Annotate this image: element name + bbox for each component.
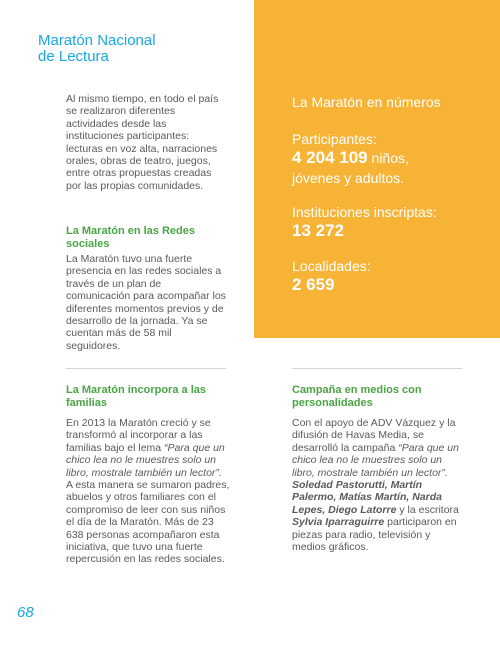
divider-right: [292, 368, 462, 369]
intro-paragraph: Al mismo tiempo, en todo el país se realizaron diferentes actividades desde las instituciones participantes: lecturas en voz alta, narraciones orales, obras de teatro, juegos, entre otras propuestas creadas por las propias comunidades.: [66, 93, 219, 192]
divider-left: [66, 368, 226, 369]
campaign-paragraph: [292, 417, 464, 553]
participants-rest: niños,: [367, 150, 409, 166]
families-text-1: En 2013 la Maratón creció y se transformó al incorporar a las familias bajo el lema: [66, 417, 211, 454]
localities-stat: [292, 258, 492, 295]
participants-stat: [292, 131, 492, 188]
social-heading: La Maratón en las Redes sociales: [66, 225, 195, 250]
campaign-heading: Campaña en medios con personalidades: [292, 384, 422, 409]
institutions-value: 13 272: [292, 221, 344, 240]
section-title: Maratón Nacional de Lectura: [38, 32, 156, 65]
campaign-writer: Sylvia Iparraguirre: [292, 516, 385, 529]
institutions-stat: [292, 204, 492, 241]
families-paragraph: [66, 417, 230, 566]
stats-title: La Maratón en números: [292, 94, 441, 110]
families-heading: La Maratón incorpora a las familias: [66, 384, 206, 409]
campaign-text-2: y la escritora: [396, 503, 459, 516]
stats-box: [254, 0, 500, 338]
campaign-quote: “Para que un chico lea no le muestres solo un libro, mostrale también un lector”.: [292, 441, 459, 479]
campaign-text-3: participaron en piezas para radio, televisión y medios gráficos.: [292, 516, 457, 554]
localities-value: 2 659: [292, 275, 335, 294]
families-text-2: A esta manera se sumaron padres, abuelos y otros familiares con el compromiso de leer con sus niños el día de la Maratón. Más de 23 638 personas acompañaron esta iniciativa, que tuvo una fuerte repercusión en las redes sociales.: [66, 479, 230, 566]
institutions-label: Instituciones inscriptas:: [292, 204, 437, 220]
participants-rest-2: jóvenes y adultos.: [292, 170, 405, 186]
campaign-text-1: Con el apoyo de ADV Vázquez y la difusión de Havas Media, se desarrolló la campaña: [292, 417, 456, 454]
families-quote: “Para que un chico lea no le muestres solo un libro, mostrale también un lector”.: [66, 441, 225, 479]
page-number: 68: [17, 604, 34, 621]
participants-label: Participantes:: [292, 131, 377, 147]
campaign-names: Soledad Pastorutti, Martín Palermo, Matías Martín, Narda Lepes, Diego Latorre: [292, 479, 442, 516]
participants-value: 4 204 109: [292, 148, 368, 167]
localities-label: Localidades:: [292, 258, 371, 274]
social-paragraph: La Maratón tuvo una fuerte presencia en las redes sociales a través de un plan de comunicación para acompañar los diferentes momentos previos y de desarrollo de la jornada. Ya se cuentan más de 58 mil seguidores.: [66, 253, 226, 352]
